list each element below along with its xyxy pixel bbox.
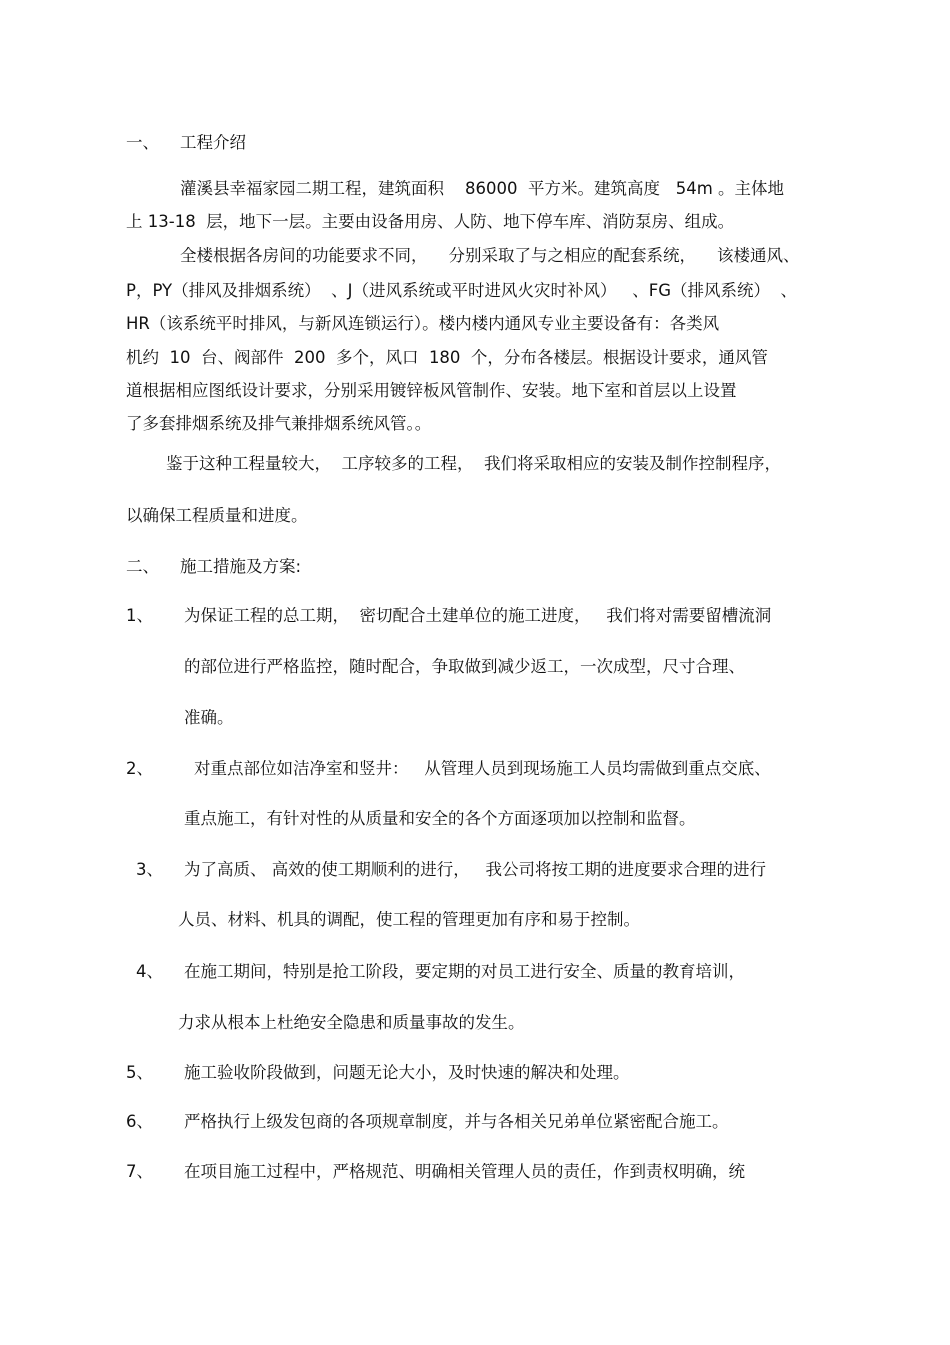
para3-line-1: 鉴于这种工程量较大， 工序较多的工程， 我们将采取相应的安装及制作控制程序， [166,454,781,473]
para3-line-2: 以确保工程质量和进度。 [126,506,308,525]
item-6-number: 6、 [126,1112,153,1131]
item-7-line-1: 在项目施工过程中，严格规范、明确相关管理人员的责任，作到责权明确，统 [184,1162,745,1181]
item-2-number: 2、 [126,759,153,778]
item-3-number: 3、 [136,860,163,879]
section-2-number: 二、 [126,557,159,576]
para2-line-4: 机约 10 台、阀部件 200 多个，风口 180 个，分布各楼层。根据设计要求，通风管 [126,348,768,367]
para2-line-1: 全楼根据各房间的功能要求不同， 分别采取了与之相应的配套系统， 该楼通风、 [180,246,800,265]
para2-line-5: 道根据相应图纸设计要求，分别采用镀锌板风管制作、安装。地下室和首层以上设置 [126,381,737,400]
item-5-number: 5、 [126,1063,153,1082]
item-4-line-1: 在施工期间，特别是抢工阶段，要定期的对员工进行安全、质量的教育培训， [184,962,745,981]
item-2-line-1: 对重点部位如洁净室和竖井： 从管理人员到现场施工人员均需做到重点交底、 [194,759,771,778]
para1-line-1: 灌溪县幸福家园二期工程，建筑面积 86000 平方米。建筑高度 54m 。主体地 [180,179,785,198]
item-1-line-2: 的部位进行严格监控，随时配合，争取做到减少返工，一次成型，尺寸合理、 [184,657,745,676]
item-6-line-1: 严格执行上级发包商的各项规章制度，并与各相关兄弟单位紧密配合施工。 [184,1112,729,1131]
item-7-number: 7、 [126,1162,153,1181]
item-2-line-2: 重点施工，有针对性的从质量和安全的各个方面逐项加以控制和监督。 [184,809,696,828]
section-1-number: 一、 [126,133,159,152]
item-3-line-2: 人员、材料、机具的调配，使工程的管理更加有序和易于控制。 [178,910,640,929]
item-1-number: 1、 [126,606,153,625]
para2-line-3: HR（该系统平时排风，与新风连锁运行）。楼内楼内通风专业主要设备有：各类风 [126,314,720,333]
section-2-title: 施工措施及方案: [180,557,302,576]
item-4-number: 4、 [136,962,163,981]
para2-line-2: P，PY（排风及排烟系统） 、J（进风系统或平时进风火灾时补风） 、FG（排风系统） 、 [126,281,797,300]
section-1-title: 工程介绍 [180,133,246,152]
item-5-line-1: 施工验收阶段做到，问题无论大小，及时快速的解决和处理。 [184,1063,630,1082]
item-1-line-3: 准确。 [184,708,234,727]
item-4-line-2: 力求从根本上杜绝安全隐患和质量事故的发生。 [178,1013,525,1032]
item-1-line-1: 为保证工程的总工期， 密切配合土建单位的施工进度， 我们将对需要留槽流洞 [184,606,772,625]
item-3-line-1: 为了高质、 高效的使工期顺利的进行， 我公司将按工期的进度要求合理的进行 [184,860,766,879]
para2-line-6: 了多套排烟系统及排气兼排烟系统风管。。 [126,414,432,433]
para1-line-2: 上 13-18 层，地下一层。主要由设备用房、人防、地下停车库、消防泵房、组成。 [126,212,735,231]
